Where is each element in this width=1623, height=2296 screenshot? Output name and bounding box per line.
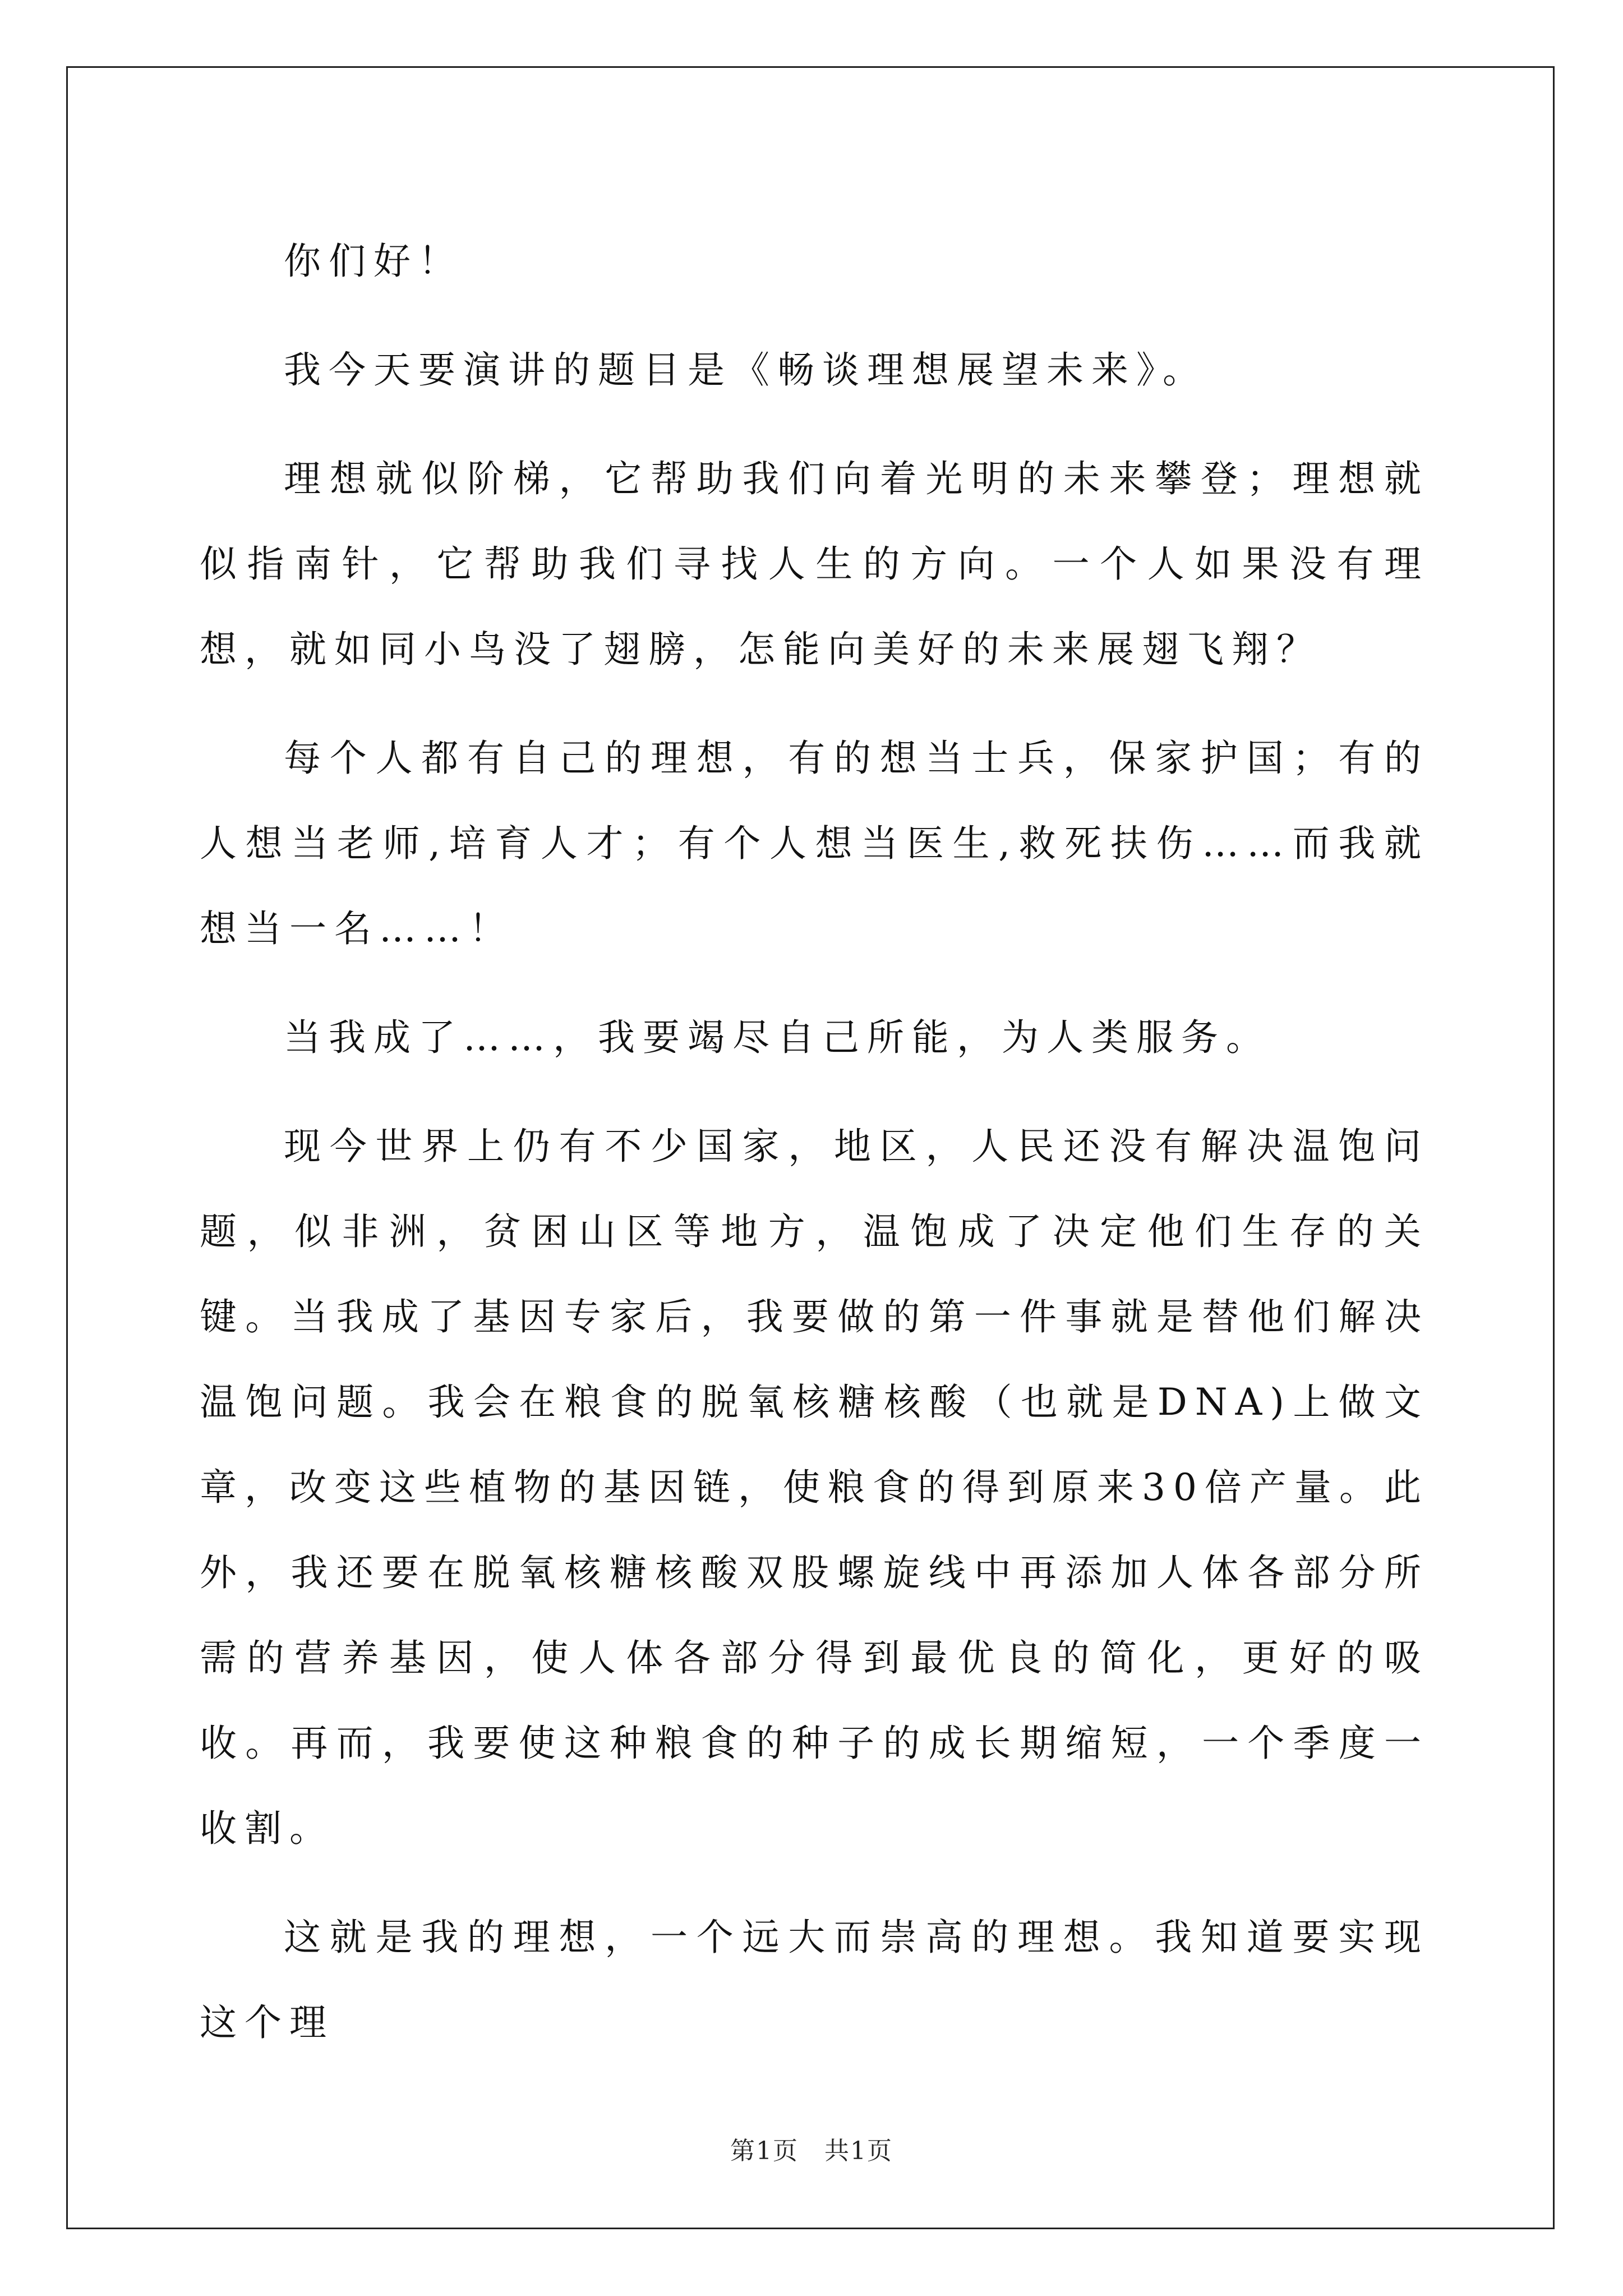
paragraph-everyone-ideals: 每个人都有自己的理想，有的想当士兵，保家护国；有的人想当老师,培育人才；有个人想当医生,救死扶伤……而我就想当一名……！: [200, 737, 1429, 950]
paragraph-topic: 我今天要演讲的题目是《畅谈理想展望未来》。: [284, 348, 1207, 392]
paragraph-serve-humanity: 当我成了……，我要竭尽自己所能，为人类服务。: [284, 1016, 1271, 1059]
paragraph-ideal-metaphor: 理想就似阶梯，它帮助我们向着光明的未来攀登；理想就似指南针，它帮助我们寻找人生的方向。一个人如果没有理想，就如同小鸟没了翅膀，怎能向美好的未来展翅飞翔？: [200, 457, 1429, 671]
document-body: [200, 219, 1429, 2089]
paragraph-food-problem: 现今世界上仍有不少国家，地区，人民还没有解决温饱问题，似非洲，贫困山区等地方，温饱成了决定他们生存的关键。当我成了基因专家后，我要做的第一件事就是替他们解决温饱问题。我会在粮食的脱氧核糖核酸（也就是DNA)上做文章，改变这些植物的基因链，使粮食的得到原来30倍产量。此外，我还要在脱氧核糖核酸双股螺旋线中再添加人体各部分所需的营养基因，使人体各部分得到最优良的简化，更好的吸收。再而，我要使这种粮食的种子的成长期缩短，一个季度一收割。: [200, 1125, 1429, 1850]
page-footer: 第1页 共1页: [730, 2137, 893, 2165]
paragraph-conclusion: 这就是我的理想，一个远大而崇高的理想。我知道要实现这个理: [200, 1916, 1429, 2044]
paragraph-greeting: 你们好！: [284, 240, 463, 283]
